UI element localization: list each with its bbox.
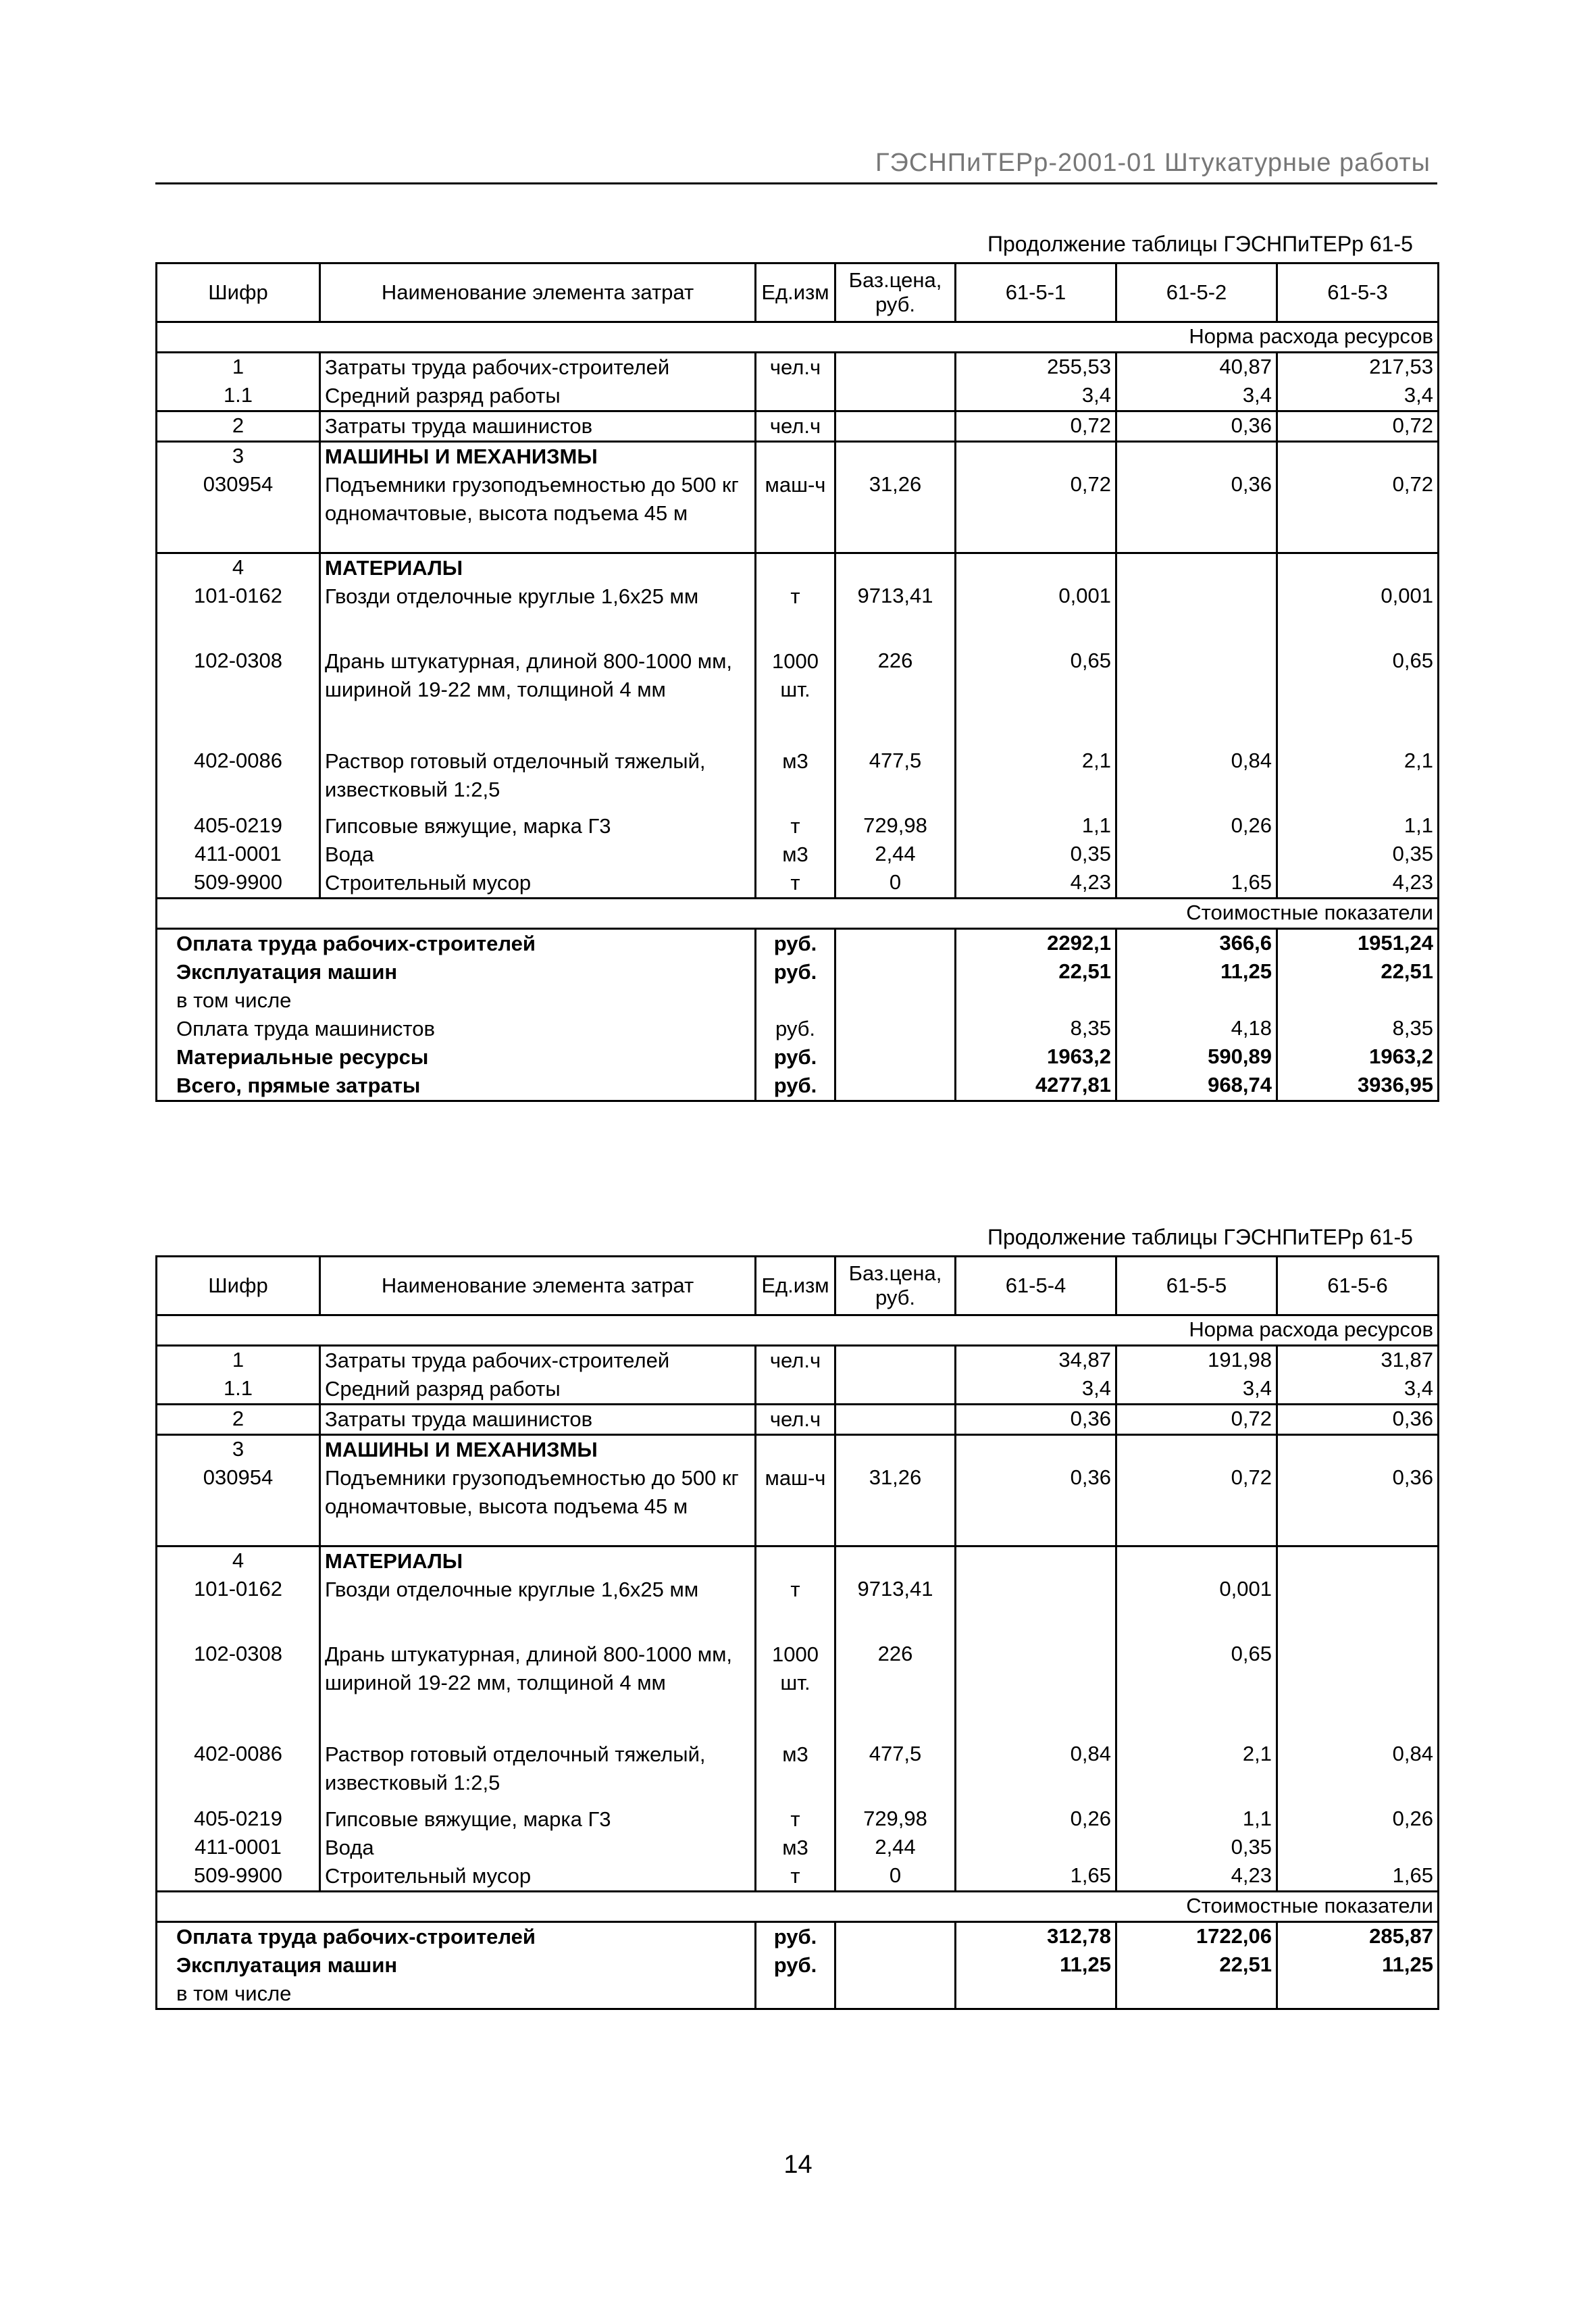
table-header-row [157,1257,1439,1315]
cost-value-1: 312,78 [956,1922,1116,1952]
row-code: 102-0308 [157,647,320,747]
table-row [157,1640,1439,1740]
row-price [835,1346,956,1376]
row-value-3: 2,1 [1277,747,1439,812]
row-value-3: 0,26 [1277,1805,1439,1834]
row-name: Дрань штукатурная, длиной 800-1000 мм, шириной 19-22 мм, толщиной 4 мм [320,1640,756,1740]
row-value-3: 0,84 [1277,1740,1439,1805]
row-price [835,353,956,382]
table-row [157,1464,1439,1546]
cost-value-1: 22,51 [956,958,1116,986]
cost-value-2: 11,25 [1116,958,1277,986]
row-value-1: 2,1 [956,747,1116,812]
row-value-1: 0,36 [956,1464,1116,1546]
column-header-c3: 61-5-6 [1277,1257,1439,1315]
row-value-3 [1277,1546,1439,1576]
row-price: 729,98 [835,1805,956,1834]
table-row [157,1862,1439,1892]
cost-band-row [157,899,1439,929]
table-row [157,382,1439,411]
cost-name: Оплата труда рабочих-строителей [157,1922,756,1952]
row-price: 31,26 [835,471,956,553]
cost-price-empty [835,929,956,959]
row-price [835,1375,956,1405]
row-price [835,553,956,583]
row-name: Затраты труда рабочих-строителей [320,353,756,382]
norms-table-1 [155,262,1439,1102]
cost-value-2 [1116,986,1277,1015]
row-unit: т [756,812,835,840]
row-value-1: 0,36 [956,1405,1116,1435]
row-name: Средний разряд работы [320,382,756,411]
cost-value-1: 8,35 [956,1015,1116,1043]
row-unit: маш-ч [756,471,835,553]
cost-value-2: 4,18 [1116,1015,1277,1043]
table-row [157,411,1439,442]
row-value-1: 4,23 [956,869,1116,899]
row-unit [756,553,835,583]
row-price: 477,5 [835,747,956,812]
row-code: 405-0219 [157,1805,320,1834]
row-value-3: 0,65 [1277,647,1439,747]
row-name: Средний разряд работы [320,1375,756,1405]
row-price: 0 [835,869,956,899]
row-unit: чел.ч [756,1346,835,1376]
cost-value-1 [956,1980,1116,2009]
row-value-2 [1116,1435,1277,1465]
row-value-1: 0,65 [956,647,1116,747]
row-name: Гипсовые вяжущие, марка Г3 [320,1805,756,1834]
table-row [157,1435,1439,1465]
row-value-2 [1116,647,1277,747]
row-price: 226 [835,647,956,747]
table-row [157,1405,1439,1435]
row-name: МАШИНЫ И МЕХАНИЗМЫ [320,1435,756,1465]
column-header-c3: 61-5-3 [1277,263,1439,322]
row-value-2 [1116,442,1277,472]
column-header-c1: 61-5-1 [956,263,1116,322]
cost-name: в том числе [157,1980,756,2009]
table-row [157,647,1439,747]
header-title: ГЭСНПиТЕРр-2001-01 Штукатурные работы [875,149,1431,177]
row-value-2: 0,84 [1116,747,1277,812]
row-value-1: 0,84 [956,1740,1116,1805]
cost-price-empty [835,1072,956,1101]
cost-unit: руб. [756,1951,835,1980]
column-header-price: Баз.цена, руб. [835,263,956,322]
column-header-c2: 61-5-5 [1116,1257,1277,1315]
cost-name: Эксплуатация машин [157,1951,756,1980]
row-value-2 [1116,1546,1277,1576]
table-row [157,353,1439,382]
row-value-3 [1277,1576,1439,1640]
row-name: Раствор готовый отделочный тяжелый, известковый 1:2,5 [320,1740,756,1805]
row-value-1: 0,35 [956,840,1116,869]
row-unit [756,382,835,411]
row-unit: т [756,1805,835,1834]
row-value-3 [1277,442,1439,472]
row-value-3 [1277,553,1439,583]
row-value-1: 0,001 [956,582,1116,647]
row-value-2 [1116,840,1277,869]
row-code: 1.1 [157,1375,320,1405]
cost-row [157,986,1439,1015]
cost-value-3: 11,25 [1277,1951,1439,1980]
row-name: Гипсовые вяжущие, марка Г3 [320,812,756,840]
cost-unit: руб. [756,1072,835,1101]
row-code: 2 [157,1405,320,1435]
row-value-1 [956,1435,1116,1465]
row-value-2: 4,23 [1116,1862,1277,1892]
row-price: 2,44 [835,840,956,869]
table-caption: Продолжение таблицы ГЭСНПиТЕРр 61-5 [987,1225,1413,1249]
row-value-1: 0,26 [956,1805,1116,1834]
row-code: 030954 [157,471,320,553]
row-unit: м3 [756,840,835,869]
row-value-1: 0,72 [956,411,1116,442]
row-price [835,442,956,472]
row-code: 405-0219 [157,812,320,840]
row-value-1 [956,1834,1116,1862]
cost-price-empty [835,1951,956,1980]
row-name: МАТЕРИАЛЫ [320,553,756,583]
row-value-3: 1,1 [1277,812,1439,840]
row-value-3: 3,4 [1277,382,1439,411]
cost-price-empty [835,986,956,1015]
cost-price-empty [835,1922,956,1952]
row-code: 030954 [157,1464,320,1546]
cost-row [157,1015,1439,1043]
row-value-3: 1,65 [1277,1862,1439,1892]
row-value-2: 1,1 [1116,1805,1277,1834]
row-name: Гвозди отделочные круглые 1,6х25 мм [320,1576,756,1640]
cost-value-1: 1963,2 [956,1043,1116,1072]
row-unit: м3 [756,1834,835,1862]
table-row [157,1346,1439,1376]
table-row [157,1805,1439,1834]
cost-value-2: 22,51 [1116,1951,1277,1980]
row-value-1 [956,442,1116,472]
row-name: МАШИНЫ И МЕХАНИЗМЫ [320,442,756,472]
row-value-3: 4,23 [1277,869,1439,899]
cost-row [157,1043,1439,1072]
table-row [157,840,1439,869]
row-unit [756,1375,835,1405]
row-code: 509-9900 [157,869,320,899]
row-unit: чел.ч [756,411,835,442]
row-code: 101-0162 [157,1576,320,1640]
table-row [157,1375,1439,1405]
table-row [157,442,1439,472]
table-row [157,471,1439,553]
row-value-3 [1277,1435,1439,1465]
norm-band-row [157,322,1439,353]
norms-table-2 [155,1255,1439,2010]
cost-value-3: 1963,2 [1277,1043,1439,1072]
row-value-2: 0,36 [1116,471,1277,553]
row-code: 3 [157,1435,320,1465]
row-value-1: 1,65 [956,1862,1116,1892]
cost-label: Стоимостные показатели [157,1892,1439,1922]
row-value-1: 3,4 [956,382,1116,411]
cost-price-empty [835,1043,956,1072]
cost-value-3: 3936,95 [1277,1072,1439,1101]
row-value-2: 0,001 [1116,1576,1277,1640]
column-header-name: Наименование элемента затрат [320,1257,756,1315]
row-value-3: 0,36 [1277,1405,1439,1435]
row-price: 226 [835,1640,956,1740]
cost-value-2: 590,89 [1116,1043,1277,1072]
row-unit [756,442,835,472]
table-row [157,812,1439,840]
table-row [157,1740,1439,1805]
row-value-2: 1,65 [1116,869,1277,899]
row-price [835,382,956,411]
row-value-1 [956,1546,1116,1576]
row-code: 411-0001 [157,1834,320,1862]
cost-name: в том числе [157,986,756,1015]
row-value-3: 0,35 [1277,840,1439,869]
cost-band-row [157,1892,1439,1922]
cost-value-3: 8,35 [1277,1015,1439,1043]
row-value-1: 255,53 [956,353,1116,382]
row-price: 9713,41 [835,582,956,647]
row-name: Раствор готовый отделочный тяжелый, известковый 1:2,5 [320,747,756,812]
row-value-2: 2,1 [1116,1740,1277,1805]
row-value-1 [956,553,1116,583]
cost-unit [756,1980,835,2009]
row-name: Затраты труда машинистов [320,1405,756,1435]
cost-value-1: 4277,81 [956,1072,1116,1101]
table-row [157,582,1439,647]
table-row [157,1576,1439,1640]
cost-value-2: 968,74 [1116,1072,1277,1101]
row-value-2: 0,26 [1116,812,1277,840]
cost-value-3 [1277,986,1439,1015]
row-name: Вода [320,840,756,869]
row-value-3 [1277,1834,1439,1862]
row-price [835,1405,956,1435]
row-value-2: 0,72 [1116,1464,1277,1546]
row-price: 729,98 [835,812,956,840]
table-row [157,1834,1439,1862]
column-header-price: Баз.цена, руб. [835,1257,956,1315]
cost-name: Материальные ресурсы [157,1043,756,1072]
row-price: 2,44 [835,1834,956,1862]
row-code: 4 [157,1546,320,1576]
row-value-1: 0,72 [956,471,1116,553]
row-value-2: 0,65 [1116,1640,1277,1740]
cost-unit [756,986,835,1015]
page-number: 14 [783,2150,813,2179]
table-header-row [157,263,1439,322]
column-header-unit: Ед.изм [756,1257,835,1315]
row-name: Вода [320,1834,756,1862]
row-price: 9713,41 [835,1576,956,1640]
cost-row [157,958,1439,986]
table-row [157,553,1439,583]
row-code: 509-9900 [157,1862,320,1892]
row-value-2: 3,4 [1116,1375,1277,1405]
row-price: 31,26 [835,1464,956,1546]
row-name: Затраты труда машинистов [320,411,756,442]
cost-name: Оплата труда машинистов [157,1015,756,1043]
row-value-3: 0,72 [1277,411,1439,442]
cost-name: Оплата труда рабочих-строителей [157,929,756,959]
cost-value-3: 285,87 [1277,1922,1439,1952]
column-header-c1: 61-5-4 [956,1257,1116,1315]
cost-value-1: 11,25 [956,1951,1116,1980]
table-caption: Продолжение таблицы ГЭСНПиТЕРр 61-5 [987,232,1413,256]
norm-label: Норма расхода ресурсов [157,1315,1439,1346]
row-value-1 [956,1576,1116,1640]
row-unit: 1000 шт. [756,647,835,747]
row-name: Затраты труда рабочих-строителей [320,1346,756,1376]
row-value-1: 3,4 [956,1375,1116,1405]
row-name: Строительный мусор [320,1862,756,1892]
row-code: 411-0001 [157,840,320,869]
row-unit: т [756,582,835,647]
cost-price-empty [835,1980,956,2009]
row-name: Строительный мусор [320,869,756,899]
cost-unit: руб. [756,958,835,986]
row-code: 1 [157,353,320,382]
row-unit: 1000 шт. [756,1640,835,1740]
row-unit: чел.ч [756,353,835,382]
row-price [835,1546,956,1576]
cost-unit: руб. [756,1015,835,1043]
row-value-3: 31,87 [1277,1346,1439,1376]
cost-value-1: 2292,1 [956,929,1116,959]
norm-label: Норма расхода ресурсов [157,322,1439,353]
cost-value-3: 1951,24 [1277,929,1439,959]
column-header-c2: 61-5-2 [1116,263,1277,322]
row-price: 477,5 [835,1740,956,1805]
row-unit: т [756,1862,835,1892]
cost-row [157,1951,1439,1980]
row-unit: т [756,869,835,899]
norm-band-row [157,1315,1439,1346]
row-price: 0 [835,1862,956,1892]
row-value-2: 0,36 [1116,411,1277,442]
cost-label: Стоимостные показатели [157,899,1439,929]
row-name: Дрань штукатурная, длиной 800-1000 мм, шириной 19-22 мм, толщиной 4 мм [320,647,756,747]
row-value-2 [1116,553,1277,583]
row-code: 3 [157,442,320,472]
row-value-1 [956,1640,1116,1740]
row-code: 102-0308 [157,1640,320,1740]
row-value-3 [1277,1640,1439,1740]
row-unit: чел.ч [756,1405,835,1435]
cost-value-2: 1722,06 [1116,1922,1277,1952]
row-value-2: 0,72 [1116,1405,1277,1435]
column-header-code: Шифр [157,263,320,322]
cost-price-empty [835,1015,956,1043]
row-value-2: 191,98 [1116,1346,1277,1376]
row-code: 402-0086 [157,747,320,812]
row-unit: м3 [756,747,835,812]
row-value-3: 3,4 [1277,1375,1439,1405]
cost-row [157,1980,1439,2009]
table-row [157,869,1439,899]
row-unit: м3 [756,1740,835,1805]
cost-row [157,929,1439,959]
row-value-2: 3,4 [1116,382,1277,411]
cost-value-3: 22,51 [1277,958,1439,986]
cost-row [157,1072,1439,1101]
column-header-unit: Ед.изм [756,263,835,322]
table-row [157,1546,1439,1576]
column-header-name: Наименование элемента затрат [320,263,756,322]
cost-value-3 [1277,1980,1439,2009]
row-unit: маш-ч [756,1464,835,1546]
row-price [835,1435,956,1465]
table-row [157,747,1439,812]
cost-value-2 [1116,1980,1277,2009]
cost-name: Всего, прямые затраты [157,1072,756,1101]
cost-value-2: 366,6 [1116,929,1277,959]
row-code: 101-0162 [157,582,320,647]
cost-name: Эксплуатация машин [157,958,756,986]
row-value-2 [1116,582,1277,647]
row-name: Гвозди отделочные круглые 1,6х25 мм [320,582,756,647]
row-value-3: 0,001 [1277,582,1439,647]
row-value-3: 0,72 [1277,471,1439,553]
row-value-3: 217,53 [1277,353,1439,382]
cost-row [157,1922,1439,1952]
row-unit: т [756,1576,835,1640]
cost-unit: руб. [756,1043,835,1072]
row-unit [756,1435,835,1465]
row-name: Подъемники грузоподъемностью до 500 кг одномачтовые, высота подъема 45 м [320,1464,756,1546]
row-code: 2 [157,411,320,442]
row-name: МАТЕРИАЛЫ [320,1546,756,1576]
row-code: 1 [157,1346,320,1376]
running-header [155,147,1437,184]
row-value-1: 34,87 [956,1346,1116,1376]
cost-unit: руб. [756,929,835,959]
row-value-1: 1,1 [956,812,1116,840]
cost-value-1 [956,986,1116,1015]
row-code: 402-0086 [157,1740,320,1805]
row-unit [756,1546,835,1576]
row-value-2: 40,87 [1116,353,1277,382]
row-name: Подъемники грузоподъемностью до 500 кг одномачтовые, высота подъема 45 м [320,471,756,553]
column-header-code: Шифр [157,1257,320,1315]
cost-price-empty [835,958,956,986]
row-code: 4 [157,553,320,583]
row-value-3: 0,36 [1277,1464,1439,1546]
row-price [835,411,956,442]
row-value-2: 0,35 [1116,1834,1277,1862]
row-code: 1.1 [157,382,320,411]
cost-unit: руб. [756,1922,835,1952]
